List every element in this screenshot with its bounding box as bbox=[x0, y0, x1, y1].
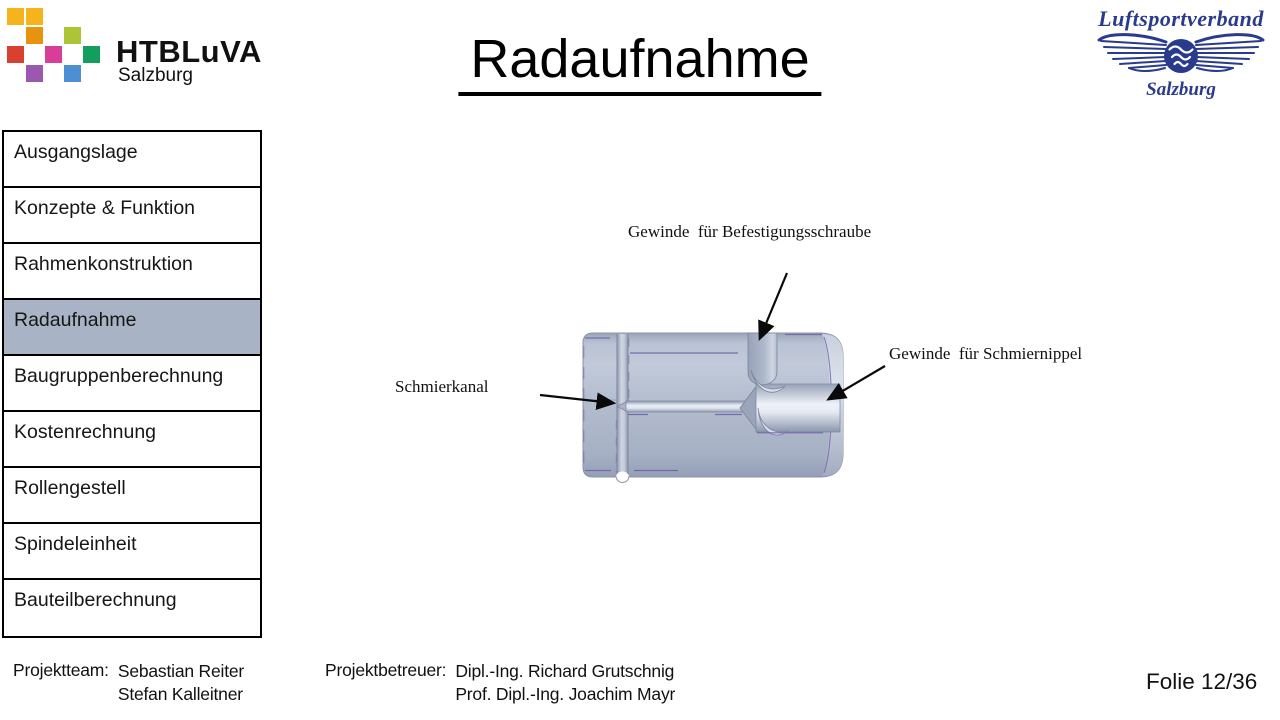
logo-square-magenta bbox=[45, 46, 62, 63]
logo-square-blue bbox=[64, 65, 81, 82]
sidebar-item-spindeleinheit[interactable]: Spindeleinheit bbox=[4, 524, 260, 580]
arrow-bolt-thread bbox=[760, 273, 787, 338]
club-logo-name: Luftsportverband bbox=[1098, 6, 1264, 31]
supervisor-1: Dipl.-Ing. Richard Grutschnig bbox=[455, 661, 675, 681]
label-bolt-thread: Gewinde für Befestigungsschraube bbox=[628, 222, 872, 241]
school-logo-subtitle: Salzburg bbox=[118, 65, 193, 86]
sidebar-item-baugruppenberechnung[interactable]: Baugruppenberechnung bbox=[4, 356, 260, 412]
project-supervisor-label: Projektbetreuer: bbox=[325, 660, 447, 680]
sidebar-item-radaufnahme[interactable]: Radaufnahme bbox=[4, 300, 260, 356]
logo-square-red bbox=[7, 46, 24, 63]
label-schmierkanal: Schmierkanal bbox=[395, 377, 489, 396]
title-block bbox=[458, 30, 821, 96]
logo-square-olive bbox=[64, 27, 81, 44]
sidebar-item-ausgangslage[interactable]: Ausgangslage bbox=[4, 132, 260, 188]
page-title: Radaufnahme bbox=[458, 30, 821, 96]
sidebar-item-rahmenkonstruktion[interactable]: Rahmenkonstruktion bbox=[4, 244, 260, 300]
project-team-block bbox=[13, 660, 244, 706]
supervisor-2: Prof. Dipl.-Ing. Joachim Mayr bbox=[455, 684, 676, 704]
slide-number: Folie 12/36 bbox=[1146, 669, 1258, 694]
sidebar-item-bauteilberechnung[interactable]: Bauteilberechnung bbox=[4, 580, 260, 636]
sidebar-item-konzepte-funktion[interactable]: Konzepte & Funktion bbox=[4, 188, 260, 244]
sidebar-item-rollengestell[interactable]: Rollengestell bbox=[4, 468, 260, 524]
project-team-label: Projektteam: bbox=[13, 660, 109, 680]
sidebar-item-kostenrechnung[interactable]: Kostenrechnung bbox=[4, 412, 260, 468]
school-logo-name: HTBLuVA bbox=[116, 34, 262, 69]
wings-emblem-icon bbox=[1096, 33, 1266, 81]
school-logo bbox=[0, 0, 300, 100]
part-schmierkanal bbox=[617, 401, 752, 412]
project-supervisor-block bbox=[325, 660, 675, 706]
logo-square-yellow-2 bbox=[26, 8, 43, 25]
club-logo bbox=[1085, 6, 1277, 101]
label-nipple-thread: Gewinde für Schmiernippel bbox=[889, 344, 1083, 363]
cad-part-figure bbox=[530, 260, 900, 490]
logo-square-yellow-1 bbox=[7, 8, 24, 25]
part-nipple-bore bbox=[740, 384, 840, 435]
team-member-2: Stefan Kalleitner bbox=[117, 684, 243, 704]
logo-square-green bbox=[83, 46, 100, 63]
logo-square-purple bbox=[26, 65, 43, 82]
logo-square-orange bbox=[26, 27, 43, 44]
slide-nav-sidebar bbox=[2, 130, 262, 638]
club-logo-city: Salzburg bbox=[1146, 79, 1216, 100]
team-member-1: Sebastian Reiter bbox=[117, 661, 245, 681]
